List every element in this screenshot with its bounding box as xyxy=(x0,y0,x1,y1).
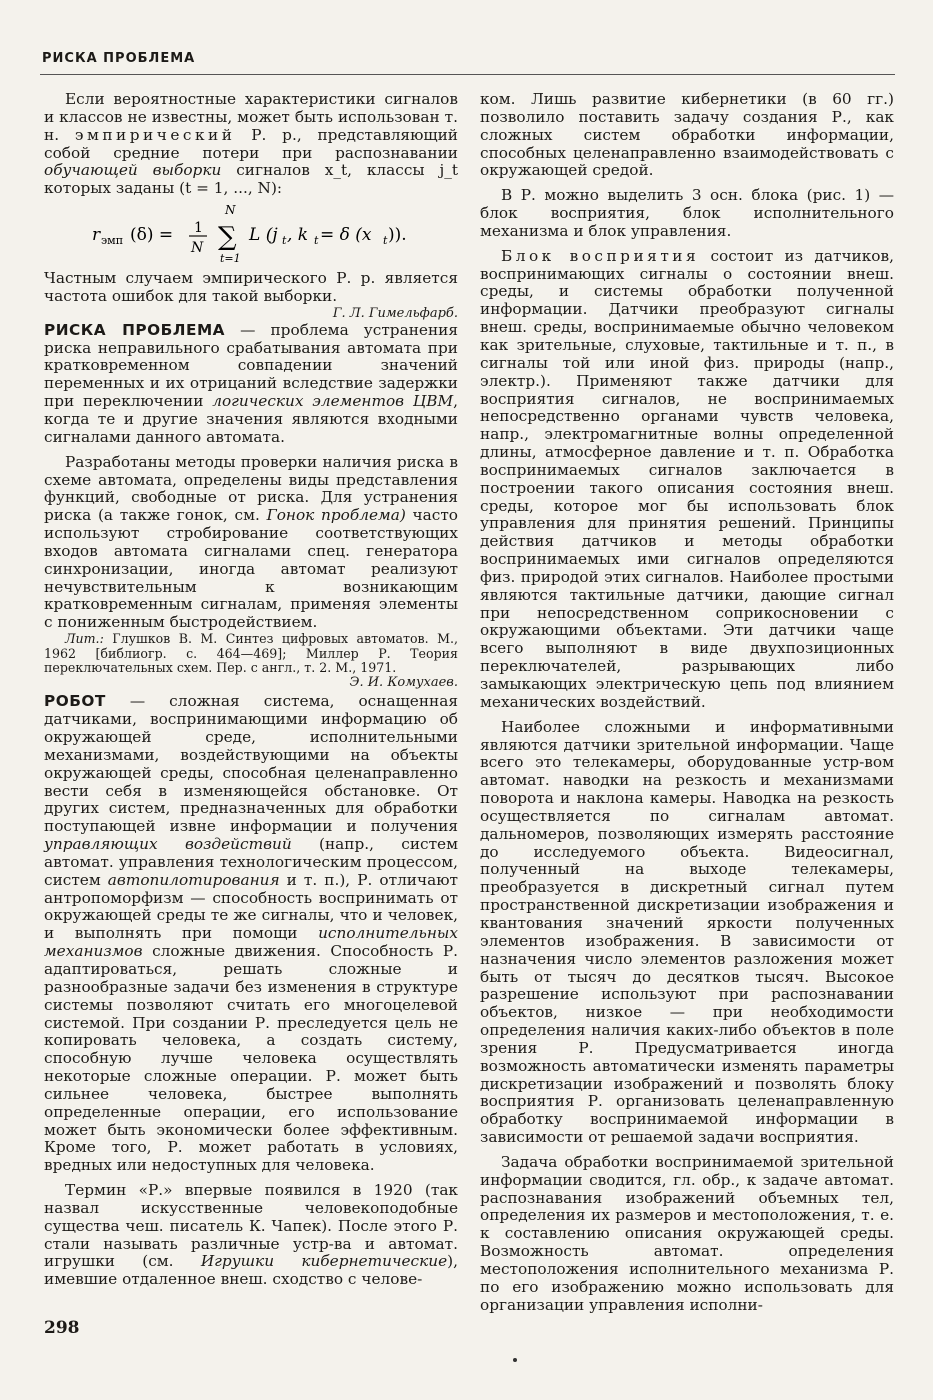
page-number: 298 xyxy=(44,1318,80,1338)
print-speck xyxy=(513,1358,517,1362)
formula-sub-t2: t xyxy=(314,234,319,248)
text-run: состоит из датчиков, воспринимающих сигналы о состоянии внеш. среды, и системы обработки полученной информации. Датчики преобразуют сигналы внеш. среды, воспринимаемые обычно человеком как зрительные, слуховые, тактильные и т. п., в сигналы той или иной физ. природы (напр., электр.). Применяют также датчики для восприятия сигналов, не воспринимаемых непосредственно органами чувств человека, напр., электромагнитные волны определенной длины, атмосферное давление и т. п. Обработка воспринимаемых сигналов заключается в построении такого описания состояния внеш. среды, которое мог бы использовать блок управления для принятия решений. Принципы действия датчиков и методы обработки воспринимаемых ими сигналов определяются физ. природой этих сигналов. Наиболее простыми являются тактильные датчики, дающие сигнал при непосредственном соприкосновении с окружающими объектами. Эти датчики чаще всего выполняют в виде двухпозиционных переключателей, разрывающих либо замыкающих электрическую цепь под влиянием механических воздействий. xyxy=(480,246,894,711)
paragraph-cybernetics: ком. Лишь развитие кибернетики (в 60 гг.) позволило поставить задачу создания Р., как сложных систем обработки информации, способных целенаправленно взаимодействовать с окружающей средой. xyxy=(480,90,894,180)
formula-svg xyxy=(44,200,458,266)
text-run: Глушков В. М. Синтез цифровых автоматов. М., 1962 [библиогр. с. 464—469]; Миллер Р. Теория переключательных схем. Пер. с англ., т. 2. М., 1971. xyxy=(44,631,458,675)
paragraph-term-history xyxy=(44,1182,458,1289)
text-run: Разработаны методы проверки наличия риска в схеме автомата, определены виды представления функций, свободные от риска. Для устранения риска (а также гонок, см. xyxy=(44,452,458,525)
text-run: — сложная система, оснащенная датчиками, воспринимающими информацию об окружающей среде, исполнительными механизмами, воздействующими на объекты окружающей среды, способная целенаправленно вести себя в изменяющейся обстановке. От других систем, предназначенных для обработки поступающей извне информации и получения xyxy=(44,692,458,836)
formula-body2: , k xyxy=(287,225,309,246)
formula-body: L (j xyxy=(249,225,278,246)
italic-crossref: управляющих воздействий xyxy=(44,835,292,854)
paragraph-error-rate: Частным случаем эмпирического Р. р. является частота ошибок для такой выборки. xyxy=(44,269,458,305)
paragraph-three-blocks: В Р. можно выделить 3 осн. блока (рис. 1) — блок восприятия, блок исполнительного механизма и блок управления. xyxy=(480,186,894,240)
left-column xyxy=(44,91,458,1289)
formula-empirical-risk xyxy=(44,200,458,266)
entry-robot xyxy=(44,693,458,1175)
formula-sub-t1: t xyxy=(282,234,287,248)
italic-crossref: исполнительных механизмов xyxy=(44,924,458,961)
paragraph-perception-block xyxy=(480,248,894,712)
sigma-icon: ∑ xyxy=(218,222,237,253)
formula-arg: (δ) = xyxy=(130,225,174,246)
formula-sum-top: N xyxy=(225,203,236,218)
literature-list xyxy=(44,632,458,675)
entry-term: РОБОТ xyxy=(44,692,106,711)
formula-sub-t3: t xyxy=(383,234,388,248)
spaced-term: эмпирический xyxy=(74,125,236,144)
text-run: сигналов x_t, классы j_t которых заданы (t = 1, ..., N): xyxy=(44,161,458,198)
text-run: ), имевшие отдаленное внеш. сходство с челове- xyxy=(44,1252,458,1289)
formula-lhs-sub: эмп xyxy=(101,234,124,248)
entry-term: РИСКА ПРОБЛЕМА xyxy=(44,320,226,339)
header-rule xyxy=(40,74,895,75)
spaced-term: Блок восприятия xyxy=(501,246,700,265)
text-run: часто используют стробирование соответствующих входов автомата сигналами спец. генератора синхронизации, иногда автомат реализуют нечувствительным к возникающим кратковременным сигналам, применяя элементы с пониженным быстродействием. xyxy=(44,506,458,632)
text-run: Термин «Р.» впервые появился в 1920 (так назвал искусственные человекоподобные существа чеш. писатель К. Чапек). После этого Р. стали называть различные устр-ва и автомат. игрушки (см. xyxy=(44,1181,458,1271)
text-run: , когда те и другие значения являются входными сигналами данного автомата. xyxy=(44,392,458,446)
italic-crossref: автопилотирования xyxy=(107,870,280,889)
running-title: РИСКА ПРОБЛЕМА xyxy=(42,51,196,66)
author-signature: Э. И. Комухаев. xyxy=(349,675,458,691)
paragraph-visual-sensors: Наиболее сложными и информативными являются датчики зрительной информации. Чаще всего это телекамеры, оборудованные устр-вом автомат. наводки на резкость и механизмами поворота и наклона камеры. Наводка на резкость осуществляется по сигналам автомат. дальномеров, позволяющих измерять расстояние до исследуемого объекта. Видеосигнал, полученный на выходе телекамеры, преобразуется в дискретный сигнал путем пространственной дискретизации изображения и квантования значений яркости полученных элементов изображения. В зависимости от назначения число элементов разложения может быть от тысяч до десятков тысяч. Высокое разрешение используют при распознавании объектов, низкое — при необходимости определения наличия каких-либо объектов в поле зрения Р. Предусматривается иногда возможность автоматически изменять параметры дискретизации изображений и позволять блоку восприятия Р. организовать целенаправленную обработку воспринимаемой информации в зависимости от решаемой задачи восприятия. xyxy=(480,717,894,1147)
entry-riska-problema xyxy=(44,322,458,447)
italic-crossref: обучающей выборки xyxy=(44,161,222,180)
formula-sum-bottom: t=1 xyxy=(220,252,241,266)
literature-lead: Лит.: xyxy=(65,631,104,647)
paragraph-risk-methods xyxy=(44,454,458,632)
formula-num: 1 xyxy=(194,220,203,237)
text-run: — проблема устранения риска неправильного срабатывания автомата при кратковременном совпадении значений переменных и их отрицаний вследствие задержки при переключении xyxy=(44,320,458,411)
text-run: (напр., систем автомат. управления технологическим процессом, систем xyxy=(44,835,458,889)
text-run: Если вероятностные характеристики сигналов и классов не известны, может быть использован т. н. xyxy=(44,90,458,144)
formula-lhs: r xyxy=(92,225,101,246)
formula-body3: = δ (x xyxy=(320,225,372,246)
paragraph-visual-processing: Задача обработки воспринимаемой зрительной информации сводится, гл. обр., к задаче автомат. распознавания изображений объемных тел, определения их размеров и местоположения, т. е. к составлению описания окружающей среды. Возможность автомат. определения местоположения исполнительного механизма Р. по его изображению можно использовать для организации управления исполни- xyxy=(480,1152,894,1314)
right-column xyxy=(480,91,894,1315)
italic-crossref: Гонок проблема) xyxy=(266,506,406,525)
text-run: и т. п.), Р. отличают антропоморфизм — способность воспринимать от окружающей среды те же сигналы, что и человек, и выполнять при помощи xyxy=(44,870,459,943)
paragraph-empirical-risk xyxy=(44,91,458,198)
formula-body4: )). xyxy=(388,225,407,246)
text-run: сложные движения. Способность Р. адаптироваться, решать сложные и разнообразные задачи без изменения в структуре системы позволяют считать его многоцелевой системой. При создании Р. преследуется цель не копировать человека, а создать систему, способную лучше человека осуществлять некоторые сложные операции. Р. может быть сильнее человека, быстрее выполнять определенные операции, его использование может быть экономически более эффективным. Кроме того, Р. может работать в условиях, вредных или недоступных для человека. xyxy=(44,942,458,1175)
italic-crossref: логических элементов ЦВМ xyxy=(212,392,454,411)
italic-crossref: Игрушки кибернетические xyxy=(200,1252,448,1271)
text-run: Р. р., представляющий собой средние потери при распознавании xyxy=(44,125,459,162)
formula-den: N xyxy=(191,240,204,257)
author-signature: Г. Л. Гимельфарб. xyxy=(332,305,458,321)
